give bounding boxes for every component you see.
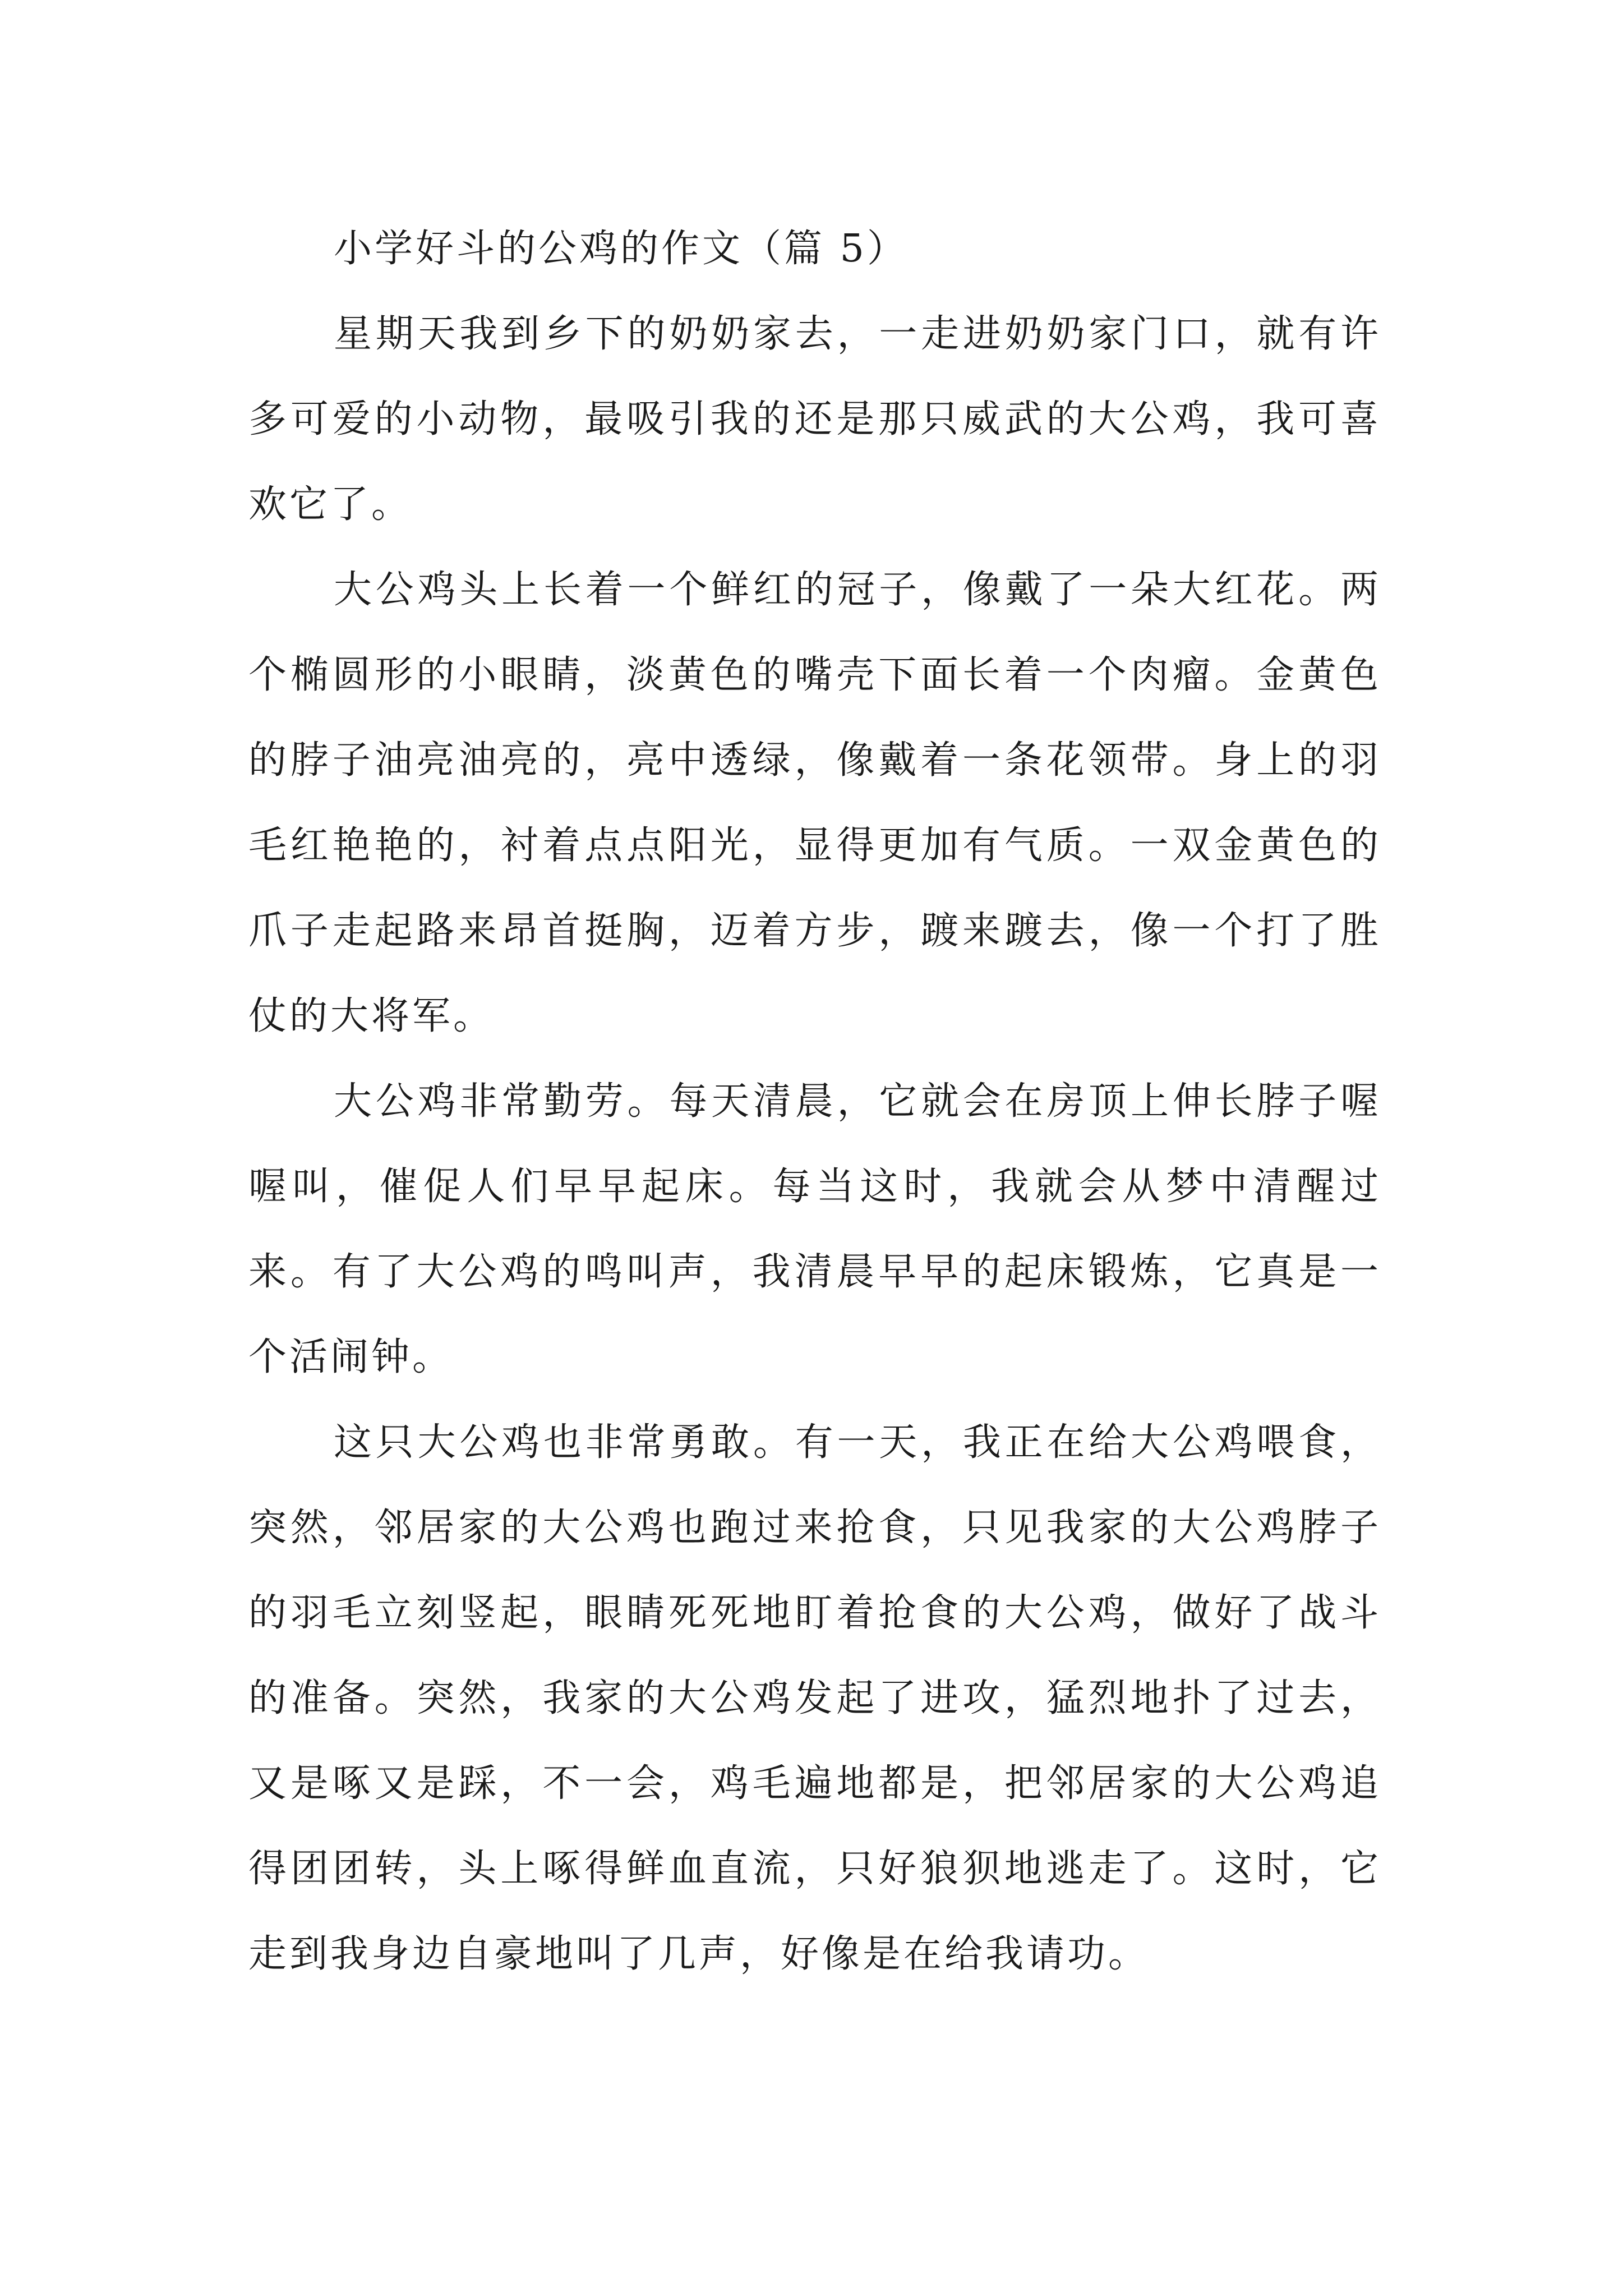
paragraph-3: 大公鸡非常勤劳。每天清晨，它就会在房顶上伸长脖子喔喔叫，催促人们早早起床。每当这时，我就会从梦中清醒过来。有了大公鸡的鸣叫声，我清晨早早的起床锻炼，它真是一个活闹钟。	[248, 1079, 1381, 1379]
document-title: 小学好斗的公鸡的作文（篇 5）	[334, 227, 908, 271]
paragraph-2: 大公鸡头上长着一个鲜红的冠子，像戴了一朵大红花。两个椭圆形的小眼睛，淡黄色的嘴壳下面长着一个肉瘤。金黄色的脖子油亮油亮的，亮中透绿，像戴着一条花领带。身上的羽毛红艳艳的，衬着点点阳光，显得更加有气质。一双金黄色的爪子走起路来昂首挺胸，迈着方步，踱来踱去，像一个打了胜仗的大将军。	[248, 568, 1381, 1038]
document-body	[248, 206, 1381, 1997]
paragraph-1: 星期天我到乡下的奶奶家去，一走进奶奶家门口，就有许多可爱的小动物，最吸引我的还是那只威武的大公鸡，我可喜欢它了。	[248, 312, 1381, 527]
paragraph-4: 这只大公鸡也非常勇敢。有一天，我正在给大公鸡喂食，突然，邻居家的大公鸡也跑过来抢食，只见我家的大公鸡脖子的羽毛立刻竖起，眼睛死死地盯着抢食的大公鸡，做好了战斗的准备。突然，我家的大公鸡发起了进攻，猛烈地扑了过去，又是啄又是踩，不一会，鸡毛遍地都是，把邻居家的大公鸡追得团团转，头上啄得鲜血直流，只好狼狈地逃走了。这时，它走到我身边自豪地叫了几声，好像是在给我请功。	[248, 1420, 1381, 1976]
